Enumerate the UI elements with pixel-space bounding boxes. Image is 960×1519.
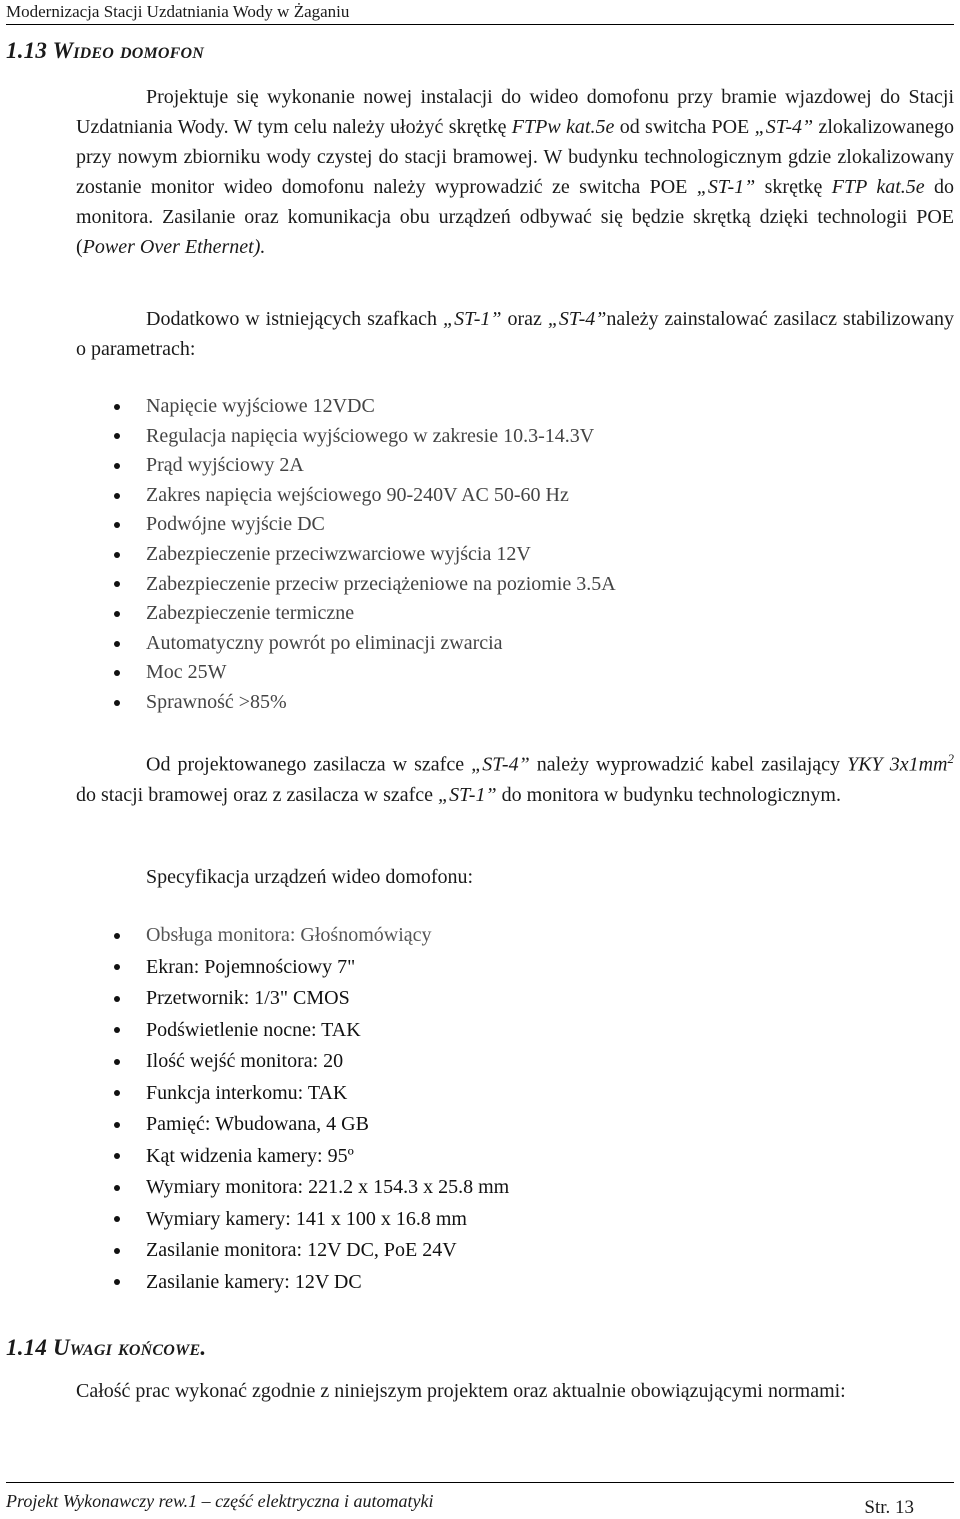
power-supply-parameters-list [108,392,616,718]
footer-project-label: Projekt Wykonawczy rew.1 – część elektryczna i automatyki [6,1491,434,1511]
list-item: Wymiary kamery: 141 x 100 x 16.8 mm [108,1204,509,1236]
list-item: Moc 25W [108,658,616,688]
list-item: Zakres napięcia wejściowego 90-240V AC 50-60 Hz [108,481,616,511]
list-item: Regulacja napięcia wyjściowego w zakresie 10.3-14.3V [108,422,616,452]
list-item: Wymiary monitora: 221.2 x 154.3 x 25.8 mm [108,1172,509,1204]
document-title: Modernizacja Stacji Uzdatniania Wody w Żaganiu [6,2,350,21]
page-footer [6,1482,954,1518]
cable-paragraph: Od projektowanego zasilacza w szafce „ST-4” należy wyprowadzić kabel zasilający YKY $3x1mm^2$ do stacji bramowej oraz z zasilacza w szafce „ST-1” do monitora w budynku technologicznym. [76,751,955,806]
list-item: Kąt widzenia kamery: 95º [108,1141,509,1173]
list-item: Pamięć: Wbudowana, 4 GB [108,1109,509,1141]
intercom-spec-list [108,920,509,1298]
list-item: Ilość wejść monitora: 20 [108,1046,509,1078]
spec-title: Specyfikacja urządzeń wideo domofonu: [146,866,474,888]
list-item: Zasilanie kamery: 12V DC [108,1267,509,1299]
list-item: Funkcja interkomu: TAK [108,1078,509,1110]
section-heading-final-remarks: 1.14 Uwagi końcowe. [6,1335,207,1360]
power-supply-paragraph: Dodatkowo w istniejących szafkach „ST-1” oraz „ST-4”należy zainstalować zasilacz stabilizowany o parametrach: [76,308,954,360]
list-item: Podświetlenie nocne: TAK [108,1015,509,1047]
list-item: Automatyczny powrót po eliminacji zwarcia [108,629,616,659]
list-item: Zasilanie monitora: 12V DC, PoE 24V [108,1235,509,1267]
list-item: Napięcie wyjściowe 12VDC [108,392,616,422]
list-item: Przetwornik: 1/3" CMOS [108,983,509,1015]
page-header [6,2,954,25]
list-item: Zabezpieczenie przeciwzwarciowe wyjścia 12V [108,540,616,570]
list-item: Zabezpieczenie termiczne [108,599,616,629]
intro-paragraph: Projektuje się wykonanie nowej instalacji do wideo domofonu przy bramie wjazdowej do Stacji Uzdatniania Wody. W tym celu należy ułożyć skrętkę FTPw kat.5e od switcha POE „ST-4” zlokalizowanego przy nowym zbiorniku wody czystej do stacji bramowej. W budynku technologicznym gdzie zlokalizowany zostanie monitor wideo domofonu należy wyprowadzić ze switcha POE „ST-1” skrętkę FTP kat.5e do monitora. Zasilanie oraz komunikacja obu urządzeń odbywać się będzie skrętką dzięki technologii POE (Power Over Ethernet). [76,86,954,258]
list-item: Zabezpieczenie przeciw przeciążeniowe na poziomie 3.5A [108,570,616,600]
list-item: Ekran: Pojemnościowy 7" [108,952,509,984]
list-item: Podwójne wyjście DC [108,510,616,540]
list-item: Prąd wyjściowy 2A [108,451,616,481]
list-item: Obsługa monitora: Głośnomówiący [108,920,509,952]
page-number: Str. 13 [864,1497,914,1518]
section-heading-video-intercom: 1.13 Wideo domofon [6,38,205,63]
list-item: Sprawność >85% [108,688,616,718]
final-paragraph: Całość prac wykonać zgodnie z niniejszym projektem oraz aktualnie obowiązującymi normami: [76,1380,846,1402]
